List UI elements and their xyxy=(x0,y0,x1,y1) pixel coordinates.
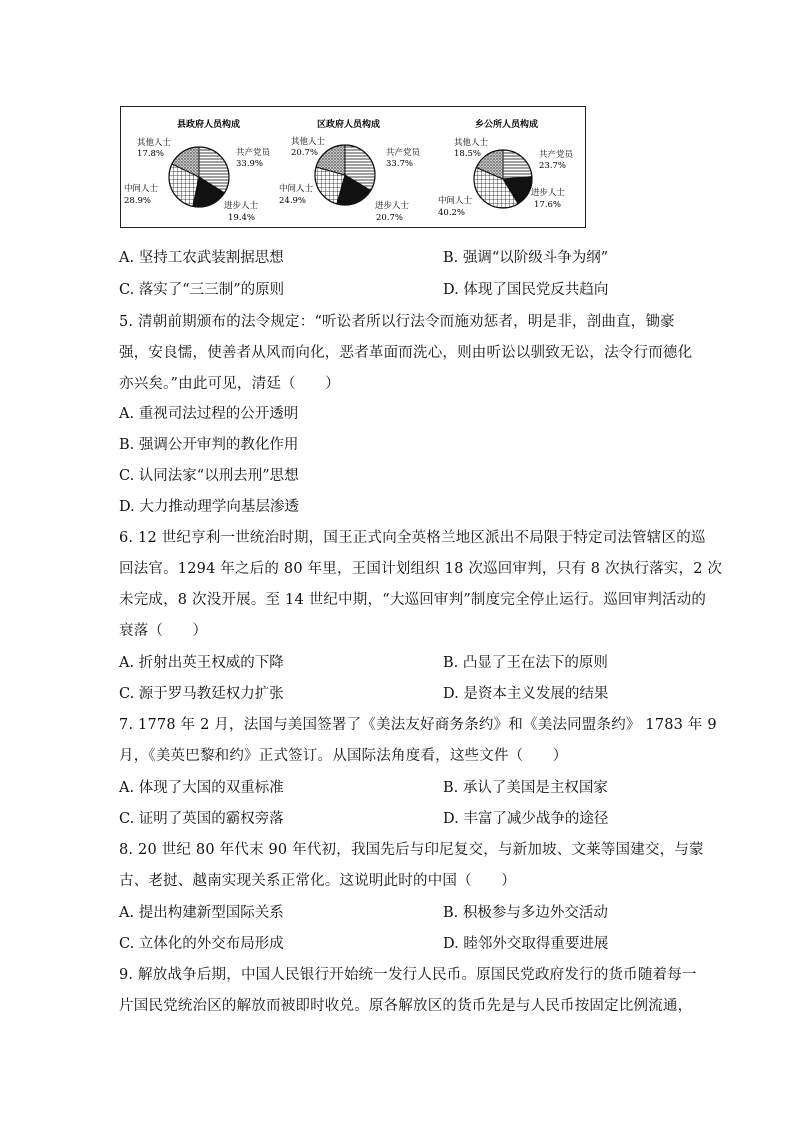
q7-option-a: A. 体现了大国的双重标准 xyxy=(119,780,284,796)
q5-option-c: C. 认同法家“以刑去刑”思想 xyxy=(119,468,299,484)
q6-option-c: C. 源于罗马教廷权力扩张 xyxy=(119,686,284,702)
pie2-label-progressive: 进步人士 xyxy=(375,201,410,211)
pie1-pct-progressive: 19.4% xyxy=(228,213,256,223)
pie1-label-middle: 中间人士 xyxy=(124,184,159,194)
q8-stem-line: 8. 20 世纪 80 年代末 90 年代初，我国先后与印尼复交，与新加坡、文莱等国建交，与蒙 xyxy=(119,842,704,858)
q6-option-b: B. 凸显了王在法下的原则 xyxy=(443,655,608,671)
q5-option-b: B. 强调公开审判的教化作用 xyxy=(119,437,299,453)
pie2-label-middle: 中间人士 xyxy=(279,184,314,194)
q8-option-b: B. 积极参与多边外交活动 xyxy=(443,905,608,921)
pie3-label-middle: 中间人士 xyxy=(438,196,473,206)
q5-stem-line: 强，安良懦，使善者从风而向化，恶者革面而洗心，则由听讼以驯致无讼，法令行而德化 xyxy=(119,345,693,361)
pie1-label-progressive: 进步人士 xyxy=(224,201,259,211)
q7-option-c: C. 证明了英国的霸权旁落 xyxy=(119,811,284,827)
q5-stem-line: 5. 清朝前期颁布的法令规定：“听讼者所以行法令而施劝惩者，明是非，剖曲直，锄豪 xyxy=(119,314,675,330)
q6-stem-line: 未完成，8 次没开展。至 14 世纪中期，“大巡回审判”制度完全停止运行。巡回审判活动的 xyxy=(119,592,707,608)
pie-charts-figure xyxy=(120,106,586,228)
q6-stem-line: 回法官。1294 年之后的 80 年里，王国计划组织 18 次巡回审判，只有 8 次执行落实，2 次 xyxy=(119,561,723,577)
pie2-label-communist: 共产党员 xyxy=(386,148,421,158)
pie2-pct-other: 20.7% xyxy=(291,148,319,158)
pie-charts-svg xyxy=(121,107,587,229)
q4-option-c: C. 落实了“三三制”的原则 xyxy=(119,282,285,298)
pie2-title: 区政府人员构成 xyxy=(317,120,381,130)
pie1-pct-other: 17.8% xyxy=(137,149,165,159)
q5-stem-line: 亦兴矣。”由此可见，清廷（ ） xyxy=(119,376,340,392)
pie1-pct-communist: 33.9% xyxy=(236,159,264,169)
pie3-pct-other: 18.5% xyxy=(454,149,482,159)
q4-option-d: D. 体现了国民党反共趋向 xyxy=(443,282,609,298)
pie3-label-other: 其他人士 xyxy=(454,138,489,148)
pie2-pct-progressive: 20.7% xyxy=(376,213,404,223)
q7-option-b: B. 承认了美国是主权国家 xyxy=(443,780,608,796)
q8-option-c: C. 立体化的外交布局形成 xyxy=(119,936,284,952)
pie1-label-communist: 共产党员 xyxy=(236,148,271,158)
q7-option-d: D. 丰富了减少战争的途径 xyxy=(443,811,609,827)
pie3-label-progressive: 进步人士 xyxy=(531,188,566,198)
pie2-label-other: 其他人士 xyxy=(291,137,326,147)
q6-option-a: A. 折射出英王权威的下降 xyxy=(119,655,284,671)
pie2-pct-communist: 33.7% xyxy=(386,159,414,169)
pie3-pct-communist: 23.7% xyxy=(539,161,567,171)
pie2-pct-middle: 24.9% xyxy=(279,196,307,206)
q7-stem-line: 7. 1778 年 2 月，法国与美国签署了《美法友好商务条约》和《美法同盟条约》 1783 年 9 xyxy=(119,717,717,733)
q7-stem-line: 月，《美英巴黎和约》正式签订。从国际法角度看，这些文件（ ） xyxy=(119,748,568,764)
q6-stem-line: 6. 12 世纪亨利一世统治时期，国王正式向全英格兰地区派出不局限于特定司法管辖区的巡 xyxy=(119,530,706,546)
pie3-label-communist: 共产党员 xyxy=(539,150,574,160)
pie1-title: 县政府人员构成 xyxy=(177,120,241,130)
q4-option-b: B. 强调“以阶级斗争为纲” xyxy=(443,250,609,266)
q9-stem-line: 片国民党统治区的解放而被即时收兑。原各解放区的货币先是与人民币按固定比例流通， xyxy=(119,998,693,1014)
pie3-pct-progressive: 17.6% xyxy=(534,200,562,210)
pie1-label-other: 其他人士 xyxy=(137,138,172,148)
q6-stem-line: 衰落（ ） xyxy=(119,623,208,639)
pie1 xyxy=(169,147,229,207)
q4-option-a: A. 坚持工农武装割据思想 xyxy=(119,250,284,266)
pie3-pct-middle: 40.2% xyxy=(438,208,466,218)
q8-option-a: A. 提出构建新型国际关系 xyxy=(119,905,284,921)
pie2 xyxy=(315,145,375,205)
q8-stem-line: 古、老挝、越南实现关系正常化。这说明此时的中国（ ） xyxy=(119,873,516,889)
q5-option-a: A. 重视司法过程的公开透明 xyxy=(119,406,299,422)
pie1-pct-middle: 28.9% xyxy=(124,196,152,206)
pie3-title: 乡公所人员构成 xyxy=(475,120,539,130)
q5-option-d: D. 大力推动理学向基层渗透 xyxy=(119,499,299,515)
q9-stem-line: 9. 解放战争后期，中国人民银行开始统一发行人民币。原国民党政府发行的货币随着每一 xyxy=(119,967,697,983)
q8-option-d: D. 睦邻外交取得重要进展 xyxy=(443,936,609,952)
q6-option-d: D. 是资本主义发展的结果 xyxy=(443,686,609,702)
pie3 xyxy=(474,150,532,208)
